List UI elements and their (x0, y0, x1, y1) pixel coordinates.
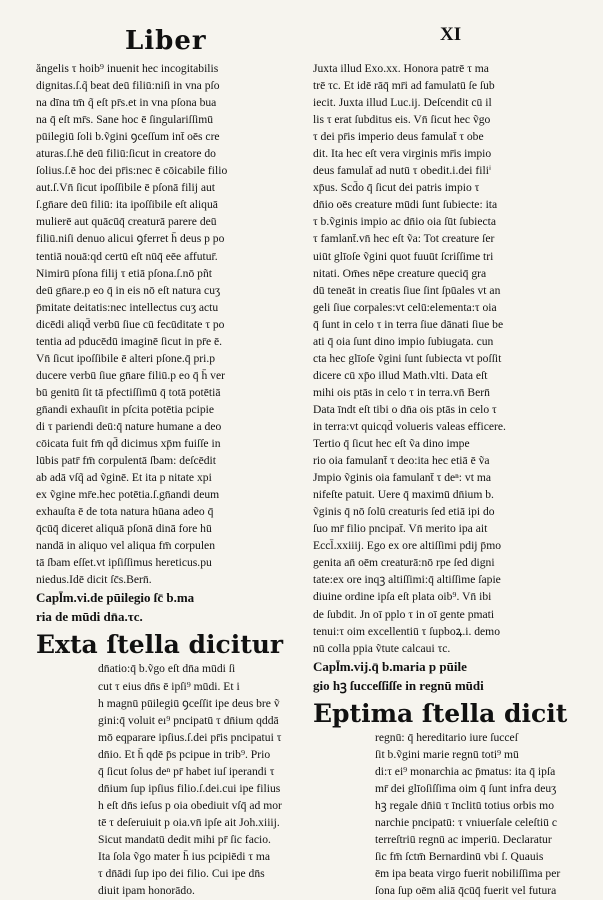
text-line: di:τ ei⁹ monarchia ac p̄matus: ita q̄ ipſa (375, 764, 556, 778)
text-line: aturas.ſ.hē deū filiū:ſicut in creatore do (36, 147, 216, 161)
text-line: bū genitū ſit tā pfectiſſimū q̄ totā potētiā (36, 385, 221, 399)
text-line: Juxta illud Exo.xx. Honora patrē τ ma (313, 62, 489, 75)
text-line: nandā in aliquo vel aliqua fm̄ corpulen (36, 539, 216, 553)
text-line: pūilegiū ſoli b.ṽgini ꝯceſſum int̄ oēs cre (36, 130, 220, 144)
text-line: narchie pncipatū: τ vniuerſale celeſtiū c (375, 815, 558, 829)
chapter-rubric-vi: Capl̄m.vi.de pūilegio ſc̄ b.ma (36, 590, 195, 606)
text-line: ſona ſup oēm aliā q̄cūq̄ fuerit vel futura (375, 884, 557, 898)
text-line: ṽginis q̄ nō ſolū creaturis ſed etiā ipi do (313, 505, 495, 519)
text-line: Eccl̄.xxiiij. Ego ex ore altiſſimi pdij p̄mo (313, 539, 502, 553)
text-line: lis τ erat ſubditus eis. Vn̄ ſicut hec ṽgo (313, 113, 491, 127)
text-line: ſuo mr̄ filio pncipat̄. Vn̄ merito ipa ait (313, 522, 488, 536)
text-line: dn̄io. Et h̄ qdē p̄s pcipue in trib⁹. Prio (98, 747, 271, 761)
text-line: ab adā vſq̃ ad ṽginē. Et ita p nitate xpi (36, 471, 212, 485)
text-line: tenui:τ oim excellentiū τ ſupboꝝ.i. demo (313, 624, 500, 638)
right-text-block (313, 60, 601, 657)
text-line: ſolius.ſ.ē hoc dei pr̄is:nec ē cōicabile filio (36, 164, 228, 178)
left-column (36, 60, 302, 899)
text-line: dn̄atio:q̄ b.ṽgo eſt dn̄a mūdi ſi (98, 662, 236, 676)
text-line: cōicata fuit fm̄ qd̄ dicimus xp̄m fuiſſe in (36, 437, 221, 451)
text-line: xp̄us. Scd̄o q̄ ſicut dei patris impio τ (313, 181, 480, 195)
text-line: cut τ eius dn̄s ē ipſi⁹ mūdi. Et i (98, 679, 240, 693)
text-line: tē τ deſeruiuit p oia.vn̄ ipſe ait Joh.xiiij. (98, 815, 280, 829)
text-line: tate:ex ore inqꝫ altiſſimi:q̄ altiſſime ſapie (313, 573, 501, 587)
text-line: nū colla ppia ṽtute calcaui τc. (313, 641, 451, 655)
text-line: filiū.niſi denuo alicui ꝯferret h̄ deus p po (36, 232, 225, 246)
text-line: uiūt glīoſe ṽgini quot fuuūt ſcriſſime tri (313, 249, 494, 263)
text-line: gn̄andi exhauſit in pſcita potētia pcipie (36, 402, 215, 416)
text-line: deū gn̄are.p eo q̄ in eis nō eſt natura cuʒ (36, 283, 221, 297)
text-line: tentiā nouā:qd certū eſt nūq̄ eēe affutur̄. (36, 249, 218, 263)
text-line: mō eqparare ipſius.ſ.dei pr̄is pncipatui τ (98, 730, 282, 744)
text-line: τ dei pr̄is imperio deus famulat̄ τ obe (313, 130, 484, 144)
text-line: dn̄io oēs creature mūdi ſunt ſubiecte: ita (313, 198, 498, 212)
text-line: τ b.ṽginis impio ac dn̄io oia ſūt ſubiecta (313, 215, 497, 229)
text-line: mihi ois ptās in celo τ in terra.vn̄ Bern̄ (313, 385, 490, 399)
text-line: tā ſbam eſſet.vt ipſiſſimus hereticus.pu (36, 556, 212, 570)
chapter-rubric-vii-cont: gio hꝫ ſucceſſiſſe in regnū mūdi (313, 677, 484, 693)
text-line: di τ pariendi deū:q̄ nature humane a deo (36, 419, 222, 433)
text-line: geli ſiue corpales:vt celū:elementa:τ oia (313, 300, 497, 314)
right-column (313, 60, 601, 899)
text-line: dicēdi aliqd̄ verbū ſiue cū fecūditate τ po (36, 317, 225, 331)
text-line: dicere cū xp̄o illud Math.vlti. Data eſt (313, 368, 488, 382)
text-line: Nimirū pſona filij τ etiā pſona.ſ.nō pñt (36, 266, 212, 280)
text-line: h eſt dn̄s ieſus p oia obediuit vſq̄ ad mor (98, 798, 282, 812)
text-line: q̄ ſunt in celo τ in terra ſiue dānati ſiue be (313, 317, 504, 331)
text-line: rio oia famulant̄ τ deo:ita hec etiā ē ṽa (313, 454, 490, 468)
running-title: Liber (125, 26, 207, 56)
text-line: nitati. Om̄es nēpe creature queciq̄ gra (313, 266, 487, 280)
left-text-block-2 (36, 660, 302, 899)
text-line: Ita ſola ṽgo mater h̄ ius pcipiēdi τ ma (98, 849, 271, 863)
folio-number: XI (440, 24, 462, 45)
text-line: cta hec glīoſe ṽgini ſunt ſubiecta vt poſſit (313, 351, 502, 365)
text-line: mulierē aut quācūq̄ creaturā parere deū (36, 215, 217, 229)
text-line: na q̄ eſt mr̄s. Sane hoc ē ſingulariſſimū (36, 113, 214, 127)
text-line: na dīna tm̄ q̃ eſt pr̄s.et in vna pſona bua (36, 96, 217, 110)
text-line: nifeſte patuit. Uere q̄ maximū dn̄ium b. (313, 488, 494, 502)
text-line: regnū: q̄ hereditario iure ſucceſ (375, 730, 518, 744)
text-line: in terra:vt quicqd̄ volueris valeas efficere. (313, 419, 506, 433)
text-line: ēm ipa beata virgo fuerit nobiliſſima per (375, 867, 561, 881)
text-line: p̄mitate deitatis:nec intellectus cuʒ actu (36, 300, 219, 314)
text-line: ex ṽgine mr̄e.hec potētia.ſ.gn̄andi deum (36, 488, 220, 502)
text-line: terreſtriū regnū ac imperiū. Declaratur (375, 832, 552, 846)
text-line: genita an̄ oēm creaturā:nō rpe ſed digni (313, 556, 495, 570)
left-text-block (36, 60, 302, 588)
text-line: aut.ſ.Vn̄ ſicut ipoſſibile ē pſonā filij aut (36, 181, 216, 195)
text-line: dū teneāt in creatis ſiue ſint ſpūales vt an (313, 283, 501, 297)
text-line: hꝫ regale dn̄iū τ īnclitū totius orbis mo (375, 798, 554, 812)
text-line: ducere verbū ſiue gn̄are filiū.p eo q̄ h̄ ver (36, 368, 225, 382)
text-line: Tertio q̄ ſicut hec eſt ṽa dino impe (313, 437, 470, 451)
text-line: ati q̄ oia ſunt dino impio ſubiugata. cun (313, 334, 494, 348)
text-line: deus famulat̄ ad nutū τ obedit.i.dei filiⁱ (313, 164, 492, 178)
text-line: lūbis patr̄ fm̄ corpulentā ſbam: deſcēdit (36, 454, 216, 468)
text-line: gini:q̄ voluit eı⁹ pncipatū τ dn̄ium qddā (98, 713, 279, 727)
text-line: dignitas.ſ.q̃ beat deū filiū:niſi in vna pſo (36, 79, 220, 93)
text-line: iecit. Juxta illud Luc.ij. Deſcendit cū il (313, 96, 492, 110)
text-line: Vn̄ ſicut ipoſſibile ē alteri pſone.q̄ pri.p (36, 351, 216, 365)
text-line: Sicut mandatū dedit mihi pr̄ ſic facio. (98, 832, 271, 846)
text-line: diuine ordine ipſa eſt plata oib⁹. Vn̄ ibi (313, 590, 492, 604)
text-line: niedus.Idē dicit ſc̄s.Bern̄. (36, 573, 152, 587)
text-line: ſic fm̄ ſctm̄ Bernardinū vbi ſ. Quauis (375, 849, 544, 863)
text-line: dit. Ita hec eſt vera virginis mr̄is impio (313, 147, 492, 161)
text-line: τ dn̄ādi ſup ipo dei filio. Cui ipe dn̄s (98, 867, 265, 881)
text-line: τ famlant̄.vn̄ hec eſt ṽa: Tot creature ſer (313, 232, 495, 246)
chapter-rubric-vi-cont: ria de mūdi dn̄a.τc. (36, 609, 143, 625)
text-line: mr̄ dei glīoſiſſima oim q̄ ſunt infra deuʒ (375, 781, 557, 795)
text-line: tentia ad pducēdū imaginē ſicut in pr̄e ē. (36, 334, 223, 348)
chapter-heading-sexta: Exta ſtella dicitur (36, 630, 284, 660)
right-text-block-2 (313, 729, 601, 899)
text-line: exhauſta ē de tota natura hūana adeo q̄ (36, 505, 214, 519)
text-line: ſit b.ṽgini marie regnū toti⁹ mū (375, 747, 519, 761)
text-line: h magnū pūilegiū ꝯceſſit ipe deus bre ṽ (98, 696, 280, 710)
text-line: q̄ ſicut ſolus deⁿ pr̄ habet iuſ iperandi τ (98, 764, 275, 778)
text-line: trē τc. Et idē rāq̄ mr̄i ad famulatū ſe ſub (313, 79, 495, 93)
text-line: diuit ipam honorādo. (98, 884, 195, 898)
text-line: de ſubdit. Jn oī pplo τ in oī gente pmati (313, 607, 495, 621)
text-line: Data īndt eſt tibi o dn̄a ois ptās in celo τ (313, 402, 497, 416)
text-line: ſ.gn̄are deū filiū: ita ipoſſibile eſt aliquā (36, 198, 218, 212)
chapter-rubric-vii: Capl̄m.vij.q̄ b.maria p pūile (313, 658, 467, 674)
text-line: dn̄ium ſup ipſius filio.ſ.dei.cui ipe filius (98, 781, 281, 795)
text-line: Jmpio ṽginis oia famulant̄ τ deⁿ: vt ma (313, 471, 492, 485)
text-line: q̄cūq̄ diceret aliquā pſonā dinā fore hū (36, 522, 212, 536)
text-line: ăngelis τ hoib⁹ inuenit hec incogitabilis (36, 62, 219, 75)
chapter-heading-septima: Eptima ſtella dicit (313, 698, 568, 728)
